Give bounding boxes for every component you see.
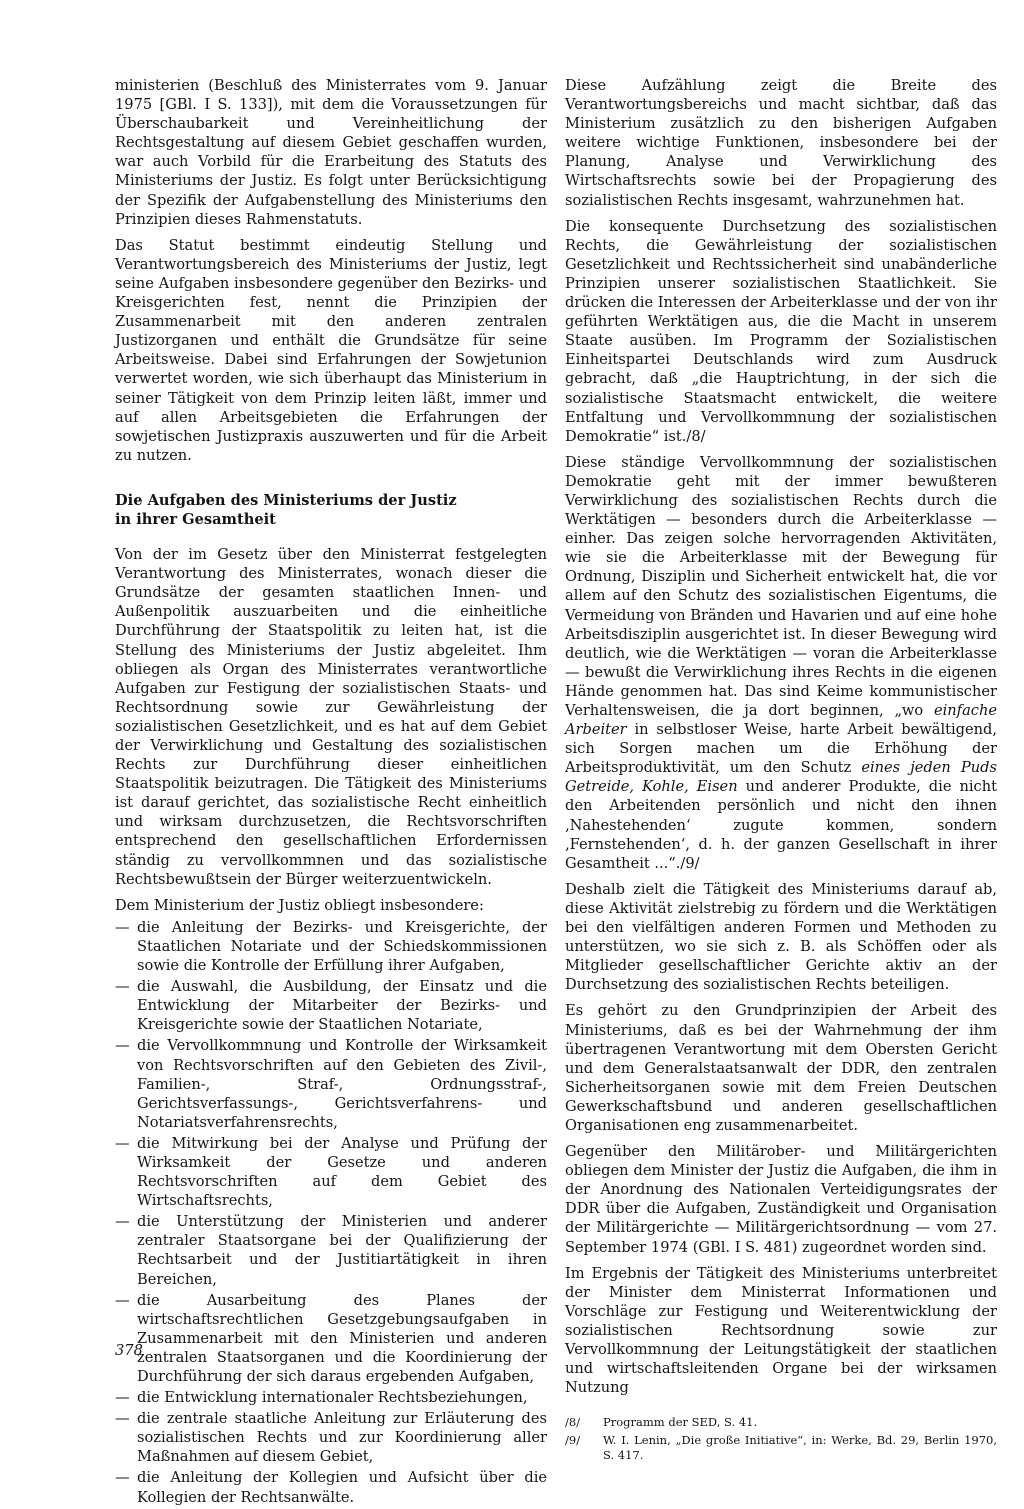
section-heading bbox=[115, 491, 547, 529]
list-item: — die Ausarbeitung des Planes der wirtschaftsrechtlichen Gesetzgebungsaufgaben in Zusammenarbeit mit den Ministerien und anderen zentralen Staatsorganen und die Koordinierung der Durchführung der sich daraus ergebenden Aufgaben, bbox=[115, 1291, 547, 1386]
list-item: — die Anleitung der Kollegien und Aufsicht über die Kollegien der Rechtsanwälte. bbox=[115, 1468, 547, 1506]
footnotes bbox=[565, 1415, 997, 1463]
paragraph bbox=[565, 453, 997, 873]
footnote-text: Programm der SED, S. 41. bbox=[603, 1415, 758, 1430]
section-heading-line: Die Aufgaben des Ministeriums der Justiz bbox=[115, 491, 457, 509]
footnote-mark: /8/ bbox=[565, 1415, 581, 1430]
list-item: — die Unterstützung der Ministerien und anderer zentraler Staatsorgane bei der Qualifizierung der Rechtsarbeit und der Justitiartätigkeit in ihren Bereichen, bbox=[115, 1212, 547, 1288]
list-item: — die Mitwirkung bei der Analyse und Prüfung der Wirksamkeit der Gesetze und anderen Rechtsvorschriften auf dem Gebiet des Wirtschaftsrechts, bbox=[115, 1134, 547, 1210]
paragraph: Gegenüber den Militärober- und Militärgerichten obliegen dem Minister der Justiz die Aufgaben, die ihm in der Anordnung des Nationalen Verteidigungsrates der DDR über die Aufgaben, Zuständigkeit und Organisation der Militärgerichte — Militärgerichtsordnung — vom 27. September 1974 (GBl. I S. 481) zugeordnet worden sind. bbox=[565, 1143, 997, 1256]
list-item: — die Auswahl, die Ausbildung, der Einsatz und die Entwicklung der Mitarbeiter der Bezirks- und Kreisgerichte sowie der Staatlichen Notariate, bbox=[115, 977, 547, 1034]
text-run: Diese ständige Vervollkommnung der sozialistischen Demokratie geht mit der immer bewußteren Verwirklichung des sozialistischen Rechts durch die Werktätigen — besonders durch die Arbeiterklasse — einher. Das zeigen solche hervorragenden Aktivitäten, wie sie die Arbeiterklasse mit der Bewegung für Ordnung, Disziplin und Sicherheit entwickelt hat, die vor allem auf den Schutz des sozialistischen Eigentums, die Vermeidung von Bränden und Havarien und auf eine hohe Arbeitsdisziplin ausgerichtet ist. In dieser Bewegung wird deutlich, wie die Werktätigen — voran die Arbeiterklasse — bewußt die Verwirklichung ihres Rechts in die eigenen Hände genommen hat. Das sind Keime kommunistischer Verhaltensweisen, die ja dort beginnen, „wo bbox=[565, 453, 997, 719]
list-item: — die Anleitung der Bezirks- und Kreisgerichte, der Staatlichen Notariate und der Schiedskommissionen sowie die Kontrolle der Erfüllung ihrer Aufgaben, bbox=[115, 918, 547, 975]
page-number: 378 bbox=[115, 1342, 143, 1359]
task-list bbox=[115, 918, 547, 1507]
paragraph: Es gehört zu den Grundprinzipien der Arbeit des Ministeriums, daß es bei der Wahrnehmung der ihm übertragenen Verantwortung mit dem Obersten Gericht und dem Generalstaatsanwalt der DDR, den zentralen Sicherheitsorganen sowie mit dem Freien Deutschen Gewerkschaftsbund und anderen gesellschaftlichen Organisationen eng zusammenarbeitet. bbox=[565, 1002, 997, 1134]
list-item: — die Entwicklung internationaler Rechtsbeziehungen, bbox=[115, 1388, 547, 1407]
footnote-text: W. I. Lenin, „Die große Initiative“, in: Werke, Bd. 29, Berlin 1970, S. 417. bbox=[603, 1433, 997, 1463]
text-run: in selbstloser Weise, harte Arbeit bewältigend, sich Sorgen machen um die Erhöhung der Arbeitsproduktivität, um den Schutz bbox=[565, 721, 997, 777]
footnote bbox=[565, 1433, 997, 1463]
emphasis: einfache Arbeiter bbox=[565, 702, 997, 739]
footnote-mark: /9/ bbox=[565, 1433, 581, 1448]
left-column bbox=[115, 76, 547, 1509]
paragraph: Deshalb zielt die Tätigkeit des Ministeriums darauf ab, diese Aktivität zielstrebig zu fördern und die Werktätigen bei den vielfältigen anderen Formen und Methoden zu unterstützen, wo sie sich z. B. als Schöffen oder als Mitglieder gesellschaftlicher Gerichte aktiv an der Durchsetzung des sozialistischen Rechts beteiligen. bbox=[565, 880, 997, 994]
paragraph: Diese Aufzählung zeigt die Breite des Verantwortungsbereichs und macht sichtbar, daß das Ministerium zusätzlich zu den bisherigen Aufgaben weitere wichtige Funktionen, insbesondere bei der Planung, Analyse und Verwirklichung des Wirtschaftsrechts sowie bei der Propagierung des sozialistischen Rechts insgesamt, wahrzunehmen hat. bbox=[565, 77, 997, 209]
emphasis: eines jeden Puds Getreide, Kohle, Eisen bbox=[565, 759, 997, 796]
right-column bbox=[565, 76, 997, 1466]
paragraph: Von der im Gesetz über den Ministerrat festgelegten Verantwortung des Ministerrates, wonach dieser die Grundsätze der gesamten staatlichen Innen- und Außenpolitik auszuarbeiten und die einheitliche Durchführung der Staatspolitik zu leiten hat, ist die Stellung des Ministeriums der Justiz abgeleitet. Ihm obliegen als Organ des Ministerrates verantwortliche Aufgaben zur Festigung der sozialistischen Staats- und Rechtsordnung sowie zur Gewährleistung der sozialistischen Gesetzlichkeit, und es hat auf dem Gebiet der Verwirklichung und Gestaltung des sozialistischen Rechts zur Durchführung dieser einheitlichen Staatspolitik beizutragen. Die Tätigkeit des Ministeriums ist darauf gerichtet, das sozialistische Recht einheitlich und wirksam durchzusetzen, die Rechtsvorschriften entsprechend den gesellschaftlichen Erfordernissen ständig zu vervollkommnen und das sozialistische Rechtsbewußtsein der Bürger weiterzuentwickeln. bbox=[115, 546, 547, 888]
list-intro: Dem Ministerium der Justiz obliegt insbesondere: bbox=[115, 896, 484, 914]
paragraph: ministerien (Beschluß des Ministerrates vom 9. Januar 1975 [GBl. I S. 133]), mit dem die Voraussetzungen für Überschaubarkeit und Vereinheitlichung der Rechtsgestaltung auf diesem Gebiet geschaffen wurden, war auch Vorbild für die Erarbeitung des Statuts des Ministeriums der Justiz. Es folgt unter Berücksichtigung der Spezifik der Aufgabenstellung des Ministeriums den Prinzipien dieses Rahmenstatuts. bbox=[115, 77, 547, 228]
list-item: — die zentrale staatliche Anleitung zur Erläuterung des sozialistischen Rechts und zur Koordinierung aller Maßnahmen auf diesem Gebiet, bbox=[115, 1409, 547, 1466]
section-heading-line: in ihrer Gesamtheit bbox=[115, 510, 276, 528]
paragraph: Das Statut bestimmt eindeutig Stellung und Verantwortungsbereich des Ministeriums der Justiz, legt seine Aufgaben insbesondere gegenüber den Bezirks- und Kreisgerichten fest, nennt die Prinzipien der Zusammenarbeit mit den anderen zentralen Justizorganen und enthält die Grundsätze für seine Arbeitsweise. Dabei sind Erfahrungen der Sowjetunion verwertet worden, wie sich überhaupt das Ministerium in seiner Tätigkeit von dem Prinzip leiten läßt, immer und auf allen Arbeitsgebieten die Erfahrungen der sowjetischen Justizpraxis auszuwerten und für die Arbeit zu nutzen. bbox=[115, 236, 547, 464]
paragraph: Die konsequente Durchsetzung des sozialistischen Rechts, die Gewährleistung der sozialistischen Gesetzlichkeit und Rechtssicherheit sind unabänderliche Prinzipien unserer sozialistischen Staatlichkeit. Sie drücken die Interessen der Arbeiterklasse und der von ihr geführten Werktätigen aus, die die Macht in unserem Staate ausüben. Im Programm der Sozialistischen Einheitspartei Deutschlands wird zum Ausdruck gebracht, daß „die Hauptrichtung, in der sich die sozialistische Staatsmacht entwickelt, die weitere Entfaltung und Vervollkommnung der sozialistischen Demokratie“ ist./8/ bbox=[565, 217, 997, 445]
text-run: und anderer Produkte, die nicht den Arbeitenden persönlich und nicht den ihnen ‚Nahestehenden‘ zugute kommen, sondern ‚Fernstehenden‘, d. h. der ganzen Gesellschaft in ihrer Gesamtheit ...“./9/ bbox=[565, 778, 997, 872]
footnote bbox=[565, 1415, 997, 1430]
list-item: — die Vervollkommnung und Kontrolle der Wirksamkeit von Rechtsvorschriften auf den Gebieten des Zivil-, Familien-, Straf-, Ordnungsstraf-, Gerichtsverfassungs-, Gerichtsverfahrens- und Notariatsverfahrensrechts, bbox=[115, 1036, 547, 1131]
paragraph: Im Ergebnis der Tätigkeit des Ministeriums unterbreitet der Minister dem Ministerrat Informationen und Vorschläge zur Festigung und Weiterentwicklung der sozialistischen Rechtsordnung sowie zur Vervollkommnung der Leitungstätigkeit der staatlichen und wirtschaftsleitenden Organe bei der wirksamen Nutzung bbox=[565, 1264, 997, 1397]
